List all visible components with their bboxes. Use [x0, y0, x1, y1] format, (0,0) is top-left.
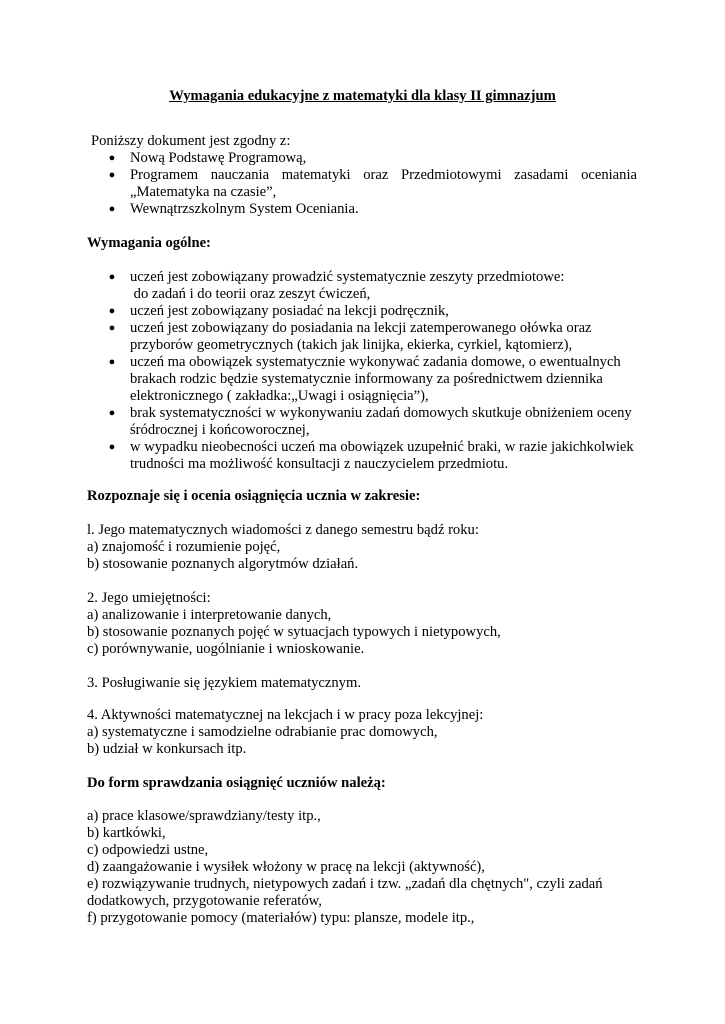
paragraph-line: b) stosowanie poznanych pojęć w sytuacjach typowych i nietypowych, [87, 624, 501, 640]
bullet-icon: ● [108, 271, 116, 283]
bullet-icon: ● [108, 356, 116, 368]
list-item-text: śródrocznej i końcoworocznej, [130, 422, 310, 438]
assessment-section [87, 488, 637, 505]
intro-list [87, 150, 637, 218]
list-item-text: Programem nauczania matematyki oraz Przedmiotowymi zasadami oceniania [130, 167, 637, 183]
paragraph-line: f) przygotowanie pomocy (materiałów) typu: plansze, modele itp., [87, 910, 475, 926]
intro-lead: Poniższy dokument jest zgodny z: [91, 133, 291, 149]
list-item [87, 303, 637, 320]
paragraph-line: c) odpowiedzi ustne, [87, 842, 209, 858]
list-item-text: Nową Podstawę Programową, [130, 150, 307, 166]
section-heading: Rozpoznaje się i ocenia osiągnięcia ucznia w zakresie: [87, 488, 421, 504]
list-item-text: Wewnątrzszkolnym System Oceniania. [130, 201, 359, 217]
list-item [87, 320, 637, 354]
paragraph-line: dodatkowych, przygotowanie referatów, [87, 893, 322, 909]
list-item-text: do zadań i do teorii oraz zeszyt ćwiczeń, [130, 286, 371, 302]
list-item-text: elektronicznego ( zakładka:„Uwagi i osiągnięcia”), [130, 388, 429, 404]
section-heading: Do form sprawdzania osiągnięć uczniów należą: [87, 775, 386, 791]
list-item-text: uczeń jest zobowiązany do posiadania na lekcji zatemperowanego ołówka oraz [130, 320, 592, 336]
paragraph-line: a) analizowanie i interpretowanie danych, [87, 607, 332, 623]
list-item [87, 405, 637, 439]
paragraph-line: b) kartkówki, [87, 825, 166, 841]
paragraph-line: a) prace klasowe/sprawdziany/testy itp., [87, 808, 321, 824]
assessment-subsection-2 [87, 590, 637, 658]
list-item [87, 150, 637, 167]
list-item-text: brakach rodzic będzie systematycznie informowany za pośrednictwem dziennika [130, 371, 603, 387]
section-heading: Wymagania ogólne: [87, 235, 211, 251]
assessment-subsection-4 [87, 707, 637, 758]
assessment-subsection-3 [87, 675, 637, 692]
list-item-text: trudności ma możliwość konsultacji z nauczycielem przedmiotu. [130, 456, 509, 472]
list-item [87, 201, 637, 218]
bullet-icon: ● [108, 305, 116, 317]
paragraph-line: b) stosowanie poznanych algorytmów działań. [87, 556, 359, 572]
paragraph-line: c) porównywanie, uogólnianie i wnioskowanie. [87, 641, 365, 657]
list-item-text: uczeń ma obowiązek systematycznie wykonywać zadania domowe, o ewentualnych [130, 354, 621, 370]
list-item-text: przyborów geometrycznych (takich jak linijka, ekierka, cyrkiel, kątomierz), [130, 337, 573, 353]
general-list [87, 269, 637, 473]
list-item-text: „Matematyka na czasie”, [130, 184, 277, 200]
list-item-text: uczeń jest zobowiązany posiadać na lekcji podręcznik, [130, 303, 449, 319]
list-item [87, 439, 637, 473]
bullet-icon: ● [108, 203, 116, 215]
general-section [87, 235, 637, 473]
paragraph-line: e) rozwiązywanie trudnych, nietypowych zadań i tzw. „zadań dla chętnych", czyli zadań [87, 876, 603, 892]
paragraph-line: 3. Posługiwanie się językiem matematycznym. [87, 675, 361, 691]
forms-list [87, 808, 637, 927]
paragraph-line: b) udział w konkursach itp. [87, 741, 247, 757]
paragraph-line: 4. Aktywności matematycznej na lekcjach i w pracy poza lekcyjnej: [87, 707, 484, 723]
list-item-text: brak systematyczności w wykonywaniu zadań domowych skutkuje obniżeniem oceny [130, 405, 632, 421]
bullet-icon: ● [108, 407, 116, 419]
list-item-text: uczeń jest zobowiązany prowadzić systematycznie zeszyty przedmiotowe: [130, 269, 565, 285]
paragraph-line: a) systematyczne i samodzielne odrabianie prac domowych, [87, 724, 438, 740]
assessment-subsection-1 [87, 522, 637, 573]
document-title: Wymagania edukacyjne z matematyki dla klasy II gimnazjum [169, 88, 556, 104]
paragraph-line: l. Jego matematycznych wiadomości z danego semestru bądź roku: [87, 522, 479, 538]
list-item [87, 269, 637, 303]
list-item [87, 167, 637, 201]
bullet-icon: ● [108, 441, 116, 453]
bullet-icon: ● [108, 322, 116, 334]
forms-section [87, 775, 637, 792]
paragraph-line: a) znajomość i rozumienie pojęć, [87, 539, 281, 555]
intro-section [87, 133, 637, 218]
bullet-icon: ● [108, 169, 116, 181]
list-item-text: w wypadku nieobecności uczeń ma obowiązek uzupełnić braki, w razie jakichkolwiek [130, 439, 634, 455]
paragraph-line: 2. Jego umiejętności: [87, 590, 211, 606]
list-item [87, 354, 637, 405]
bullet-icon: ● [108, 152, 116, 164]
paragraph-line: d) zaangażowanie i wysiłek włożony w pracę na lekcji (aktywność), [87, 859, 485, 875]
